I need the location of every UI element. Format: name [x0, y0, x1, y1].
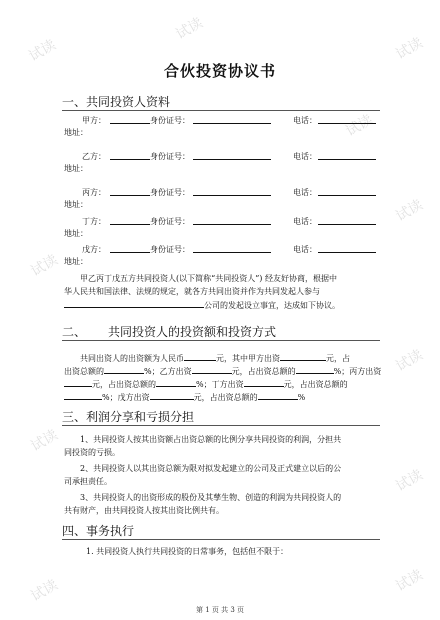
- watermark: 试读: [393, 196, 426, 225]
- intro-line-1: 甲乙丙丁戊五方共同投资人(以下简称“共同投资人”) 经友好协商，根据中: [80, 274, 337, 283]
- party-b-amount-blank[interactable]: [192, 364, 232, 374]
- profit-para-1-line-1: 1、共同投资人按其出资额占出资总额的比例分享共同投资的利润，分担共: [80, 435, 342, 444]
- party-name: 乙方：: [82, 152, 106, 161]
- party-id-label: 身份证号：: [150, 245, 190, 254]
- party-phone-blank[interactable]: [318, 216, 376, 225]
- watermark: 试读: [173, 14, 206, 43]
- party-addr-label: 地址：: [64, 229, 88, 238]
- party-c-amount-blank[interactable]: [64, 377, 92, 387]
- party-id-blank[interactable]: [193, 187, 271, 196]
- profit-para-2-line-2: 司承担责任。: [64, 477, 112, 486]
- invest-text: 元，占出资总额的: [193, 393, 258, 402]
- intro-line-3: [64, 298, 340, 312]
- section-divider: [62, 425, 380, 426]
- watermark: 试读: [28, 426, 61, 455]
- section4-heading: 四、事务执行: [62, 524, 135, 538]
- party-id-label: 身份证号：: [150, 188, 190, 197]
- party-phone-blank[interactable]: [318, 115, 376, 124]
- party-name: 丁方：: [82, 217, 106, 226]
- section1-heading: 一、共同投资人资料: [62, 95, 171, 109]
- party-name-blank[interactable]: [110, 115, 150, 124]
- affairs-para-1: 1. 共同投资人执行共同投资的日常事务，包括但不限于：: [86, 547, 289, 556]
- party-name: 甲方：: [82, 116, 106, 125]
- invest-text: %；丁方出资: [196, 380, 244, 389]
- party-d-amount-blank[interactable]: [244, 377, 284, 387]
- party-phone-blank[interactable]: [318, 187, 376, 196]
- party-id-label: 身份证号：: [150, 116, 190, 125]
- party-id-blank[interactable]: [193, 151, 271, 160]
- section-divider: [62, 110, 380, 111]
- party-addr-row-1: [0, 127, 440, 141]
- party-d-percent-blank[interactable]: [64, 390, 102, 400]
- page-footer: 第 1 页 共 3 页: [195, 606, 245, 614]
- profit-para-3-line-2: 共有财产，由共同投资人按其出资比例共有。: [64, 506, 224, 515]
- document-title: 合伙投资协议书: [163, 62, 276, 80]
- watermark: 试读: [28, 251, 61, 280]
- invest-text: %: [297, 393, 306, 402]
- invest-line-1: [80, 351, 350, 365]
- watermark: 试读: [393, 34, 426, 63]
- invest-text: 元，占出资总额的: [231, 367, 296, 376]
- watermark: 试读: [393, 346, 426, 375]
- party-addr-row-2: [0, 163, 440, 177]
- total-amount-blank[interactable]: [184, 351, 216, 361]
- company-name-blank[interactable]: [64, 298, 204, 308]
- watermark: 试读: [343, 111, 376, 140]
- party-id-blank[interactable]: [193, 216, 271, 225]
- invest-text: 共同出资人的出资额为人民币: [80, 354, 184, 363]
- section-divider: [62, 539, 380, 540]
- party-name-blank[interactable]: [110, 187, 150, 196]
- invest-line-3: [64, 377, 348, 391]
- section-divider: [62, 340, 380, 341]
- profit-para-1-line-2: 同投资的亏损。: [64, 448, 120, 457]
- party-phone-label: 电话：: [293, 116, 317, 125]
- party-phone-blank[interactable]: [318, 151, 376, 160]
- invest-line-2: [64, 364, 381, 378]
- profit-para-2-line-1: 2、共同投资人以其出资总额为限对拟发起建立的公司及正式建立以后的公: [80, 464, 342, 473]
- party-phone-label: 电话：: [293, 188, 317, 197]
- party-name: 戊方：: [82, 245, 106, 254]
- party-name-blank[interactable]: [110, 244, 150, 253]
- intro-line-2: 华人民共和国法律、法规的规定，就各方共同出资并作为共同发起人参与: [64, 287, 320, 296]
- party-id-label: 身份证号：: [150, 217, 190, 226]
- party-name-blank[interactable]: [110, 216, 150, 225]
- party-phone-blank[interactable]: [318, 244, 376, 253]
- party-phone-label: 电话：: [293, 245, 317, 254]
- watermark: 试读: [393, 466, 426, 495]
- invest-text: 出资总额的: [64, 367, 104, 376]
- invest-text: %；丙方出资: [333, 367, 382, 376]
- party-addr-row-4: [0, 228, 440, 242]
- profit-para-3-line-1: 3、共同投资人的出资形成的股份及其孳生物、创造的利润为共同投资人的: [80, 493, 342, 502]
- party-e-amount-blank[interactable]: [150, 390, 194, 400]
- section2-heading: [62, 323, 276, 340]
- invest-text: %；乙方出资: [144, 367, 192, 376]
- watermark: 试读: [393, 566, 426, 595]
- party-addr-row-5: [0, 256, 440, 270]
- party-addr-label: 地址：: [64, 128, 88, 137]
- section2-heading-num: 二、: [62, 325, 87, 339]
- invest-text: 元，占出资总额的: [92, 380, 156, 389]
- watermark: 试读: [26, 36, 59, 65]
- invest-text: 元，占出资总额的: [283, 380, 348, 389]
- party-a-amount-blank[interactable]: [280, 351, 326, 361]
- invest-text: %；戊方出资: [102, 393, 150, 402]
- section3-heading: 三、利润分享和亏损分担: [62, 410, 195, 424]
- party-addr-label: 地址：: [64, 200, 88, 209]
- party-name-blank[interactable]: [110, 151, 150, 160]
- party-addr-label: 地址：: [64, 257, 88, 266]
- invest-text: 元，占: [326, 354, 350, 363]
- party-a-percent-blank[interactable]: [104, 364, 144, 374]
- party-id-blank[interactable]: [193, 244, 271, 253]
- invest-text: 元，其中甲方出资: [216, 354, 280, 363]
- party-phone-label: 电话：: [293, 217, 317, 226]
- party-name: 丙方：: [82, 188, 106, 197]
- party-b-percent-blank[interactable]: [296, 364, 334, 374]
- party-addr-row-3: [0, 199, 440, 213]
- party-e-percent-blank[interactable]: [258, 390, 298, 400]
- party-id-label: 身份证号：: [150, 152, 190, 161]
- party-id-blank[interactable]: [193, 115, 271, 124]
- watermark: 试读: [28, 576, 61, 605]
- invest-line-4: [64, 390, 305, 404]
- intro-line-3-text: 公司的发起设立事宜，达成如下协议。: [204, 301, 340, 310]
- party-c-percent-blank[interactable]: [156, 377, 196, 387]
- party-phone-label: 电话：: [293, 152, 317, 161]
- section2-heading-text: 共同投资人的投资额和投资方式: [108, 325, 277, 339]
- party-addr-label: 地址：: [64, 164, 88, 173]
